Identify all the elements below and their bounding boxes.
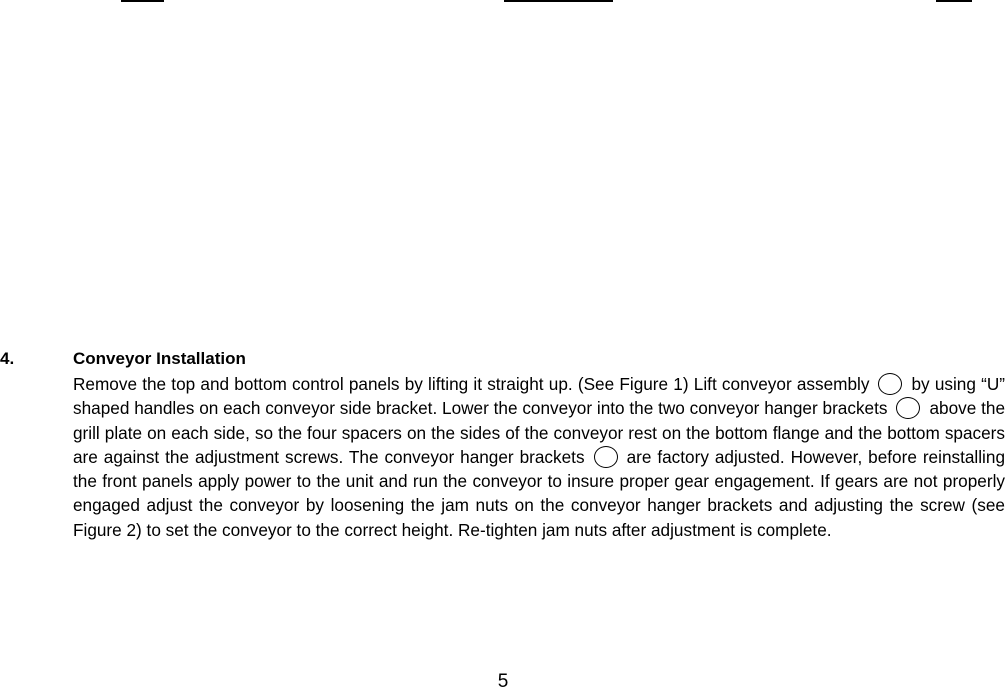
paragraph-segment: by using “U” shaped handles on each conveyor side bracket. Lower the conveyor into the two conveyor hanger brackets — [73, 374, 1005, 419]
top-rule-right — [936, 0, 972, 2]
section-number: 4. — [0, 349, 15, 368]
callout-circle-icon — [594, 446, 618, 468]
paragraph-segment: Remove the top and bottom control panels by lifting it straight up. (See Figure 1) Lift conveyor assembly — [73, 374, 870, 394]
section-title: Conveyor Installation — [73, 349, 246, 368]
paragraph-segment: above the grill plate on each side, so the four spacers on the sides of the conveyor rest on the bottom flange and the bottom spacers are against the adjustment screws. The conveyor hanger brackets — [73, 398, 1006, 467]
top-rule-center — [504, 0, 613, 2]
paragraph-segment: are factory adjusted. However, before reinstalling the front panels apply power to the unit and run the conveyor to insure proper gear engagement. If gears are not properly engaged adjust the conveyor by loosening the jam nuts on the conveyor hanger brackets and adjusting the screw (see Figure 2) to set the conveyor to the correct height. Re-tighten jam nuts after adjustment is complete. — [73, 446, 1005, 540]
section-paragraph — [73, 372, 1005, 542]
page-number: 5 — [497, 671, 509, 692]
callout-circle-icon — [878, 373, 902, 395]
top-rule-left — [121, 0, 164, 2]
callout-circle-icon — [896, 397, 920, 419]
conveyor-installation-section — [0, 349, 1006, 540]
section-heading — [0, 349, 1006, 371]
